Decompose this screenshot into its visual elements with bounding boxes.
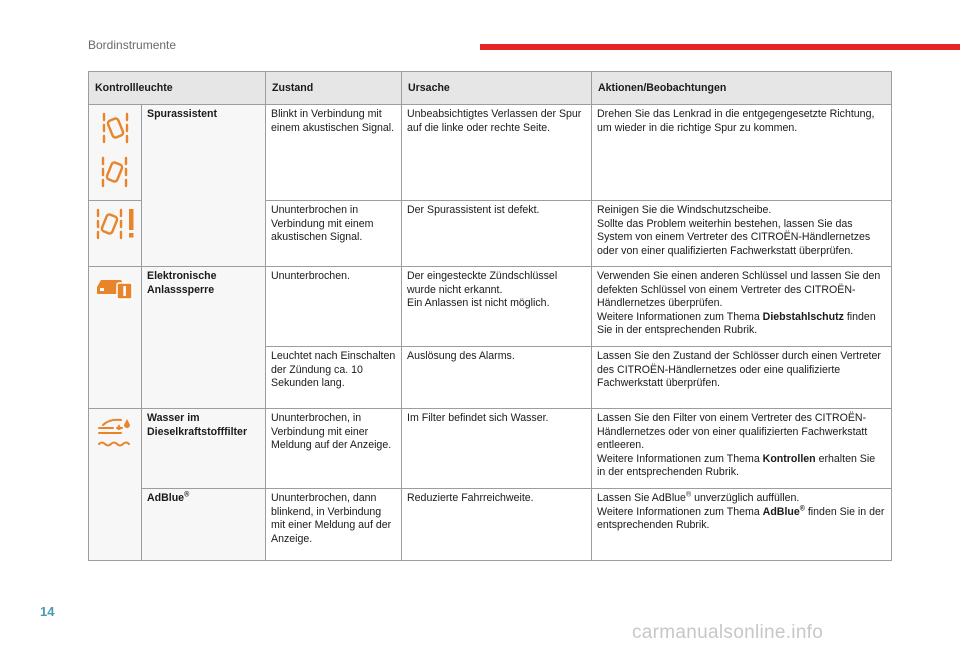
action-text: Lassen Sie AdBlue: [597, 492, 686, 504]
column-header-cause: Ursache: [402, 72, 592, 105]
cause-cell: Der Spurassistent ist defekt.: [402, 201, 592, 267]
section-title: Bordinstrumente: [88, 38, 177, 52]
cause-cell: Der eingesteckte Zündschlüssel wurde nicht erkannt. Ein Anlassen ist nicht möglich.: [402, 267, 592, 347]
cause-cell: Auslösung des Alarms.: [402, 347, 592, 409]
state-cell: Blinkt in Verbindung mit einem akustischen Signal.: [266, 105, 402, 201]
watermark: carmanualsonline.info: [632, 622, 824, 643]
action-cell: [592, 489, 892, 561]
state-cell: Ununterbrochen, in Verbindung mit einer Meldung auf der Anzeige.: [266, 409, 402, 489]
topic-reference: Kontrollen: [762, 452, 816, 465]
table-row: [89, 267, 892, 347]
cause-cell: Im Filter befindet sich Wasser.: [402, 409, 592, 489]
registered-mark: ®: [184, 491, 190, 499]
lane-assist-fault-icon: [94, 206, 138, 240]
column-header-state: Zustand: [266, 72, 402, 105]
lane-departure-right-icon: [98, 154, 132, 188]
icon-cell: [89, 201, 142, 267]
immobiliser-icon: [95, 272, 135, 300]
action-cell: Lassen Sie den Zustand der Schlösser durch einen Vertreter des CITROËN-Händlernetzes oder eine qualifizierte Fachwerkstatt überprüfen.: [592, 347, 892, 409]
warning-light-name: [142, 489, 266, 561]
warning-light-name: Spurassistent: [142, 105, 266, 267]
action-text: finden Sie in der entsprechenden Rubrik.: [597, 310, 876, 337]
action-text: Lassen Sie den Filter von einem Vertreter des CITROËN-Händlernetzes oder von einer qualifizierten Fachwerkstatt entleeren. Weitere Informationen zum Thema: [597, 412, 868, 465]
page-number: 14: [40, 604, 55, 619]
action-cell: Drehen Sie das Lenkrad in die entgegengesetzte Richtung, um wieder in die richtige Spur zu kommen.: [592, 105, 892, 201]
header-accent-bar: [480, 44, 960, 50]
action-text: erhalten Sie in der entsprechenden Rubrik.: [597, 452, 876, 479]
action-cell: [592, 409, 892, 489]
action-text: unverzüglich auffüllen. Weitere Informationen zum Thema: [597, 492, 800, 518]
action-cell: Reinigen Sie die Windschutzscheibe. Sollte das Problem weiterhin bestehen, lassen Sie das System von einem Vertreter des CITROËN-Händlernetzes oder von einer qualifizierten Fachwerkstatt überprüfen.: [592, 201, 892, 267]
state-cell: Ununterbrochen.: [266, 267, 402, 347]
warning-light-name: Wasser im Dieselkraftstofffilter: [142, 409, 266, 489]
icon-cell: [89, 267, 142, 409]
column-header-action: Aktionen/Beobachtungen: [592, 72, 892, 105]
table-row: [89, 409, 892, 489]
registered-mark: ®: [799, 505, 805, 513]
cause-cell: Unbeabsichtigtes Verlassen der Spur auf die linke oder rechte Seite.: [402, 105, 592, 201]
table-header-row: [89, 72, 892, 105]
table-row: [89, 105, 892, 201]
warning-light-name: Elektronische Anlasssperre: [142, 267, 266, 409]
cause-cell: Reduzierte Fahrreichweite.: [402, 489, 592, 561]
lane-departure-left-icon: [98, 110, 132, 144]
water-in-diesel-icon: [95, 414, 135, 450]
state-cell: Leuchtet nach Einschalten der Zündung ca. 10 Sekunden lang.: [266, 347, 402, 409]
action-text: Verwenden Sie einen anderen Schlüssel und lassen Sie den defekten Schlüssel von einem Vertreter des CITROËN-Händlernetzes überprüfen. Weitere Informationen zum Thema: [597, 270, 881, 323]
icon-cell: [89, 409, 142, 561]
topic-reference: AdBlue: [762, 505, 800, 518]
action-cell: [592, 267, 892, 347]
table-row: [89, 489, 892, 561]
state-cell: Ununterbrochen, dann blinkend, in Verbindung mit einer Meldung auf der Anzeige.: [266, 489, 402, 561]
column-header-warning-light: Kontrollleuchte: [89, 72, 266, 105]
icon-cell: [89, 105, 142, 201]
name-text: AdBlue: [147, 492, 185, 504]
warning-lights-table: [88, 71, 892, 561]
topic-reference: Diebstahlschutz: [762, 310, 844, 323]
state-cell: Ununterbrochen in Verbindung mit einem akustischen Signal.: [266, 201, 402, 267]
registered-mark: ®: [685, 491, 692, 499]
action-text: finden Sie in der entsprechenden Rubrik.: [597, 505, 885, 532]
